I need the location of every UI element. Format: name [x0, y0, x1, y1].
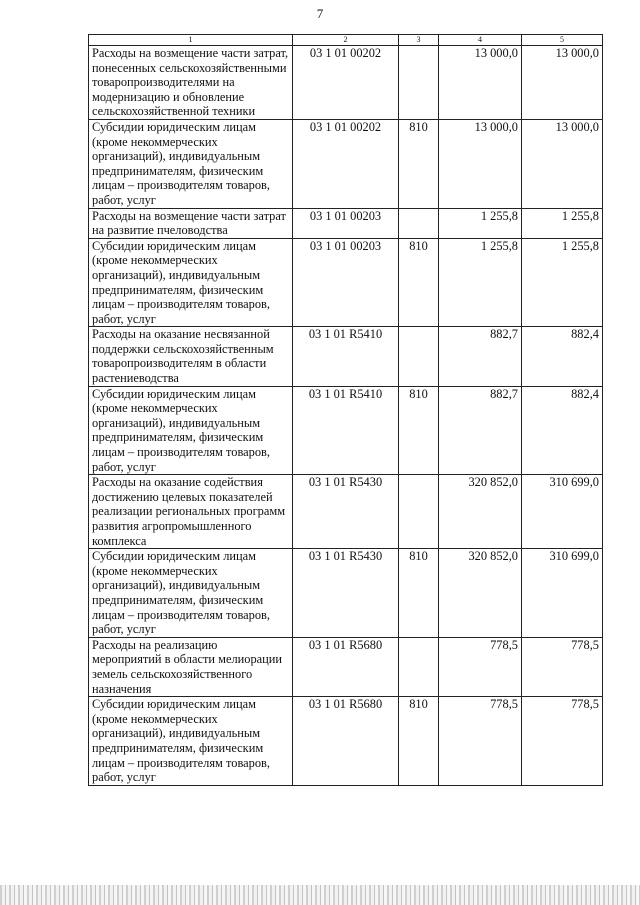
row-amount-2: 882,4 — [522, 327, 603, 386]
row-amount-2: 310 699,0 — [522, 549, 603, 638]
row-name: Субсидии юридическим лицам (кроме некоммерческих организаций), индивидуальным предпринимателям, физическим лицам – производителям товаров, работ, услуг — [89, 697, 293, 786]
table-row — [89, 697, 603, 786]
table-row — [89, 386, 603, 475]
row-name: Расходы на оказание содействия достижению целевых показателей реализации региональных программ развития агропромышленного комплекса — [89, 475, 293, 549]
row-amount-1: 1 255,8 — [439, 238, 522, 327]
header-col-1: 1 — [89, 35, 293, 46]
table-row — [89, 208, 603, 238]
row-code: 03 1 01 R5410 — [293, 386, 399, 475]
row-code: 03 1 01 00203 — [293, 208, 399, 238]
row-name: Субсидии юридическим лицам (кроме некоммерческих организаций), индивидуальным предпринимателям, физическим лицам – производителям товаров, работ, услуг — [89, 119, 293, 208]
row-amount-2: 13 000,0 — [522, 46, 603, 120]
row-amount-1: 13 000,0 — [439, 46, 522, 120]
table-row — [89, 119, 603, 208]
row-code: 03 1 01 R5430 — [293, 475, 399, 549]
table-row — [89, 238, 603, 327]
row-type — [399, 46, 439, 120]
table-row — [89, 46, 603, 120]
table-header-row — [89, 35, 603, 46]
row-code: 03 1 01 00202 — [293, 119, 399, 208]
row-type — [399, 637, 439, 696]
header-col-4: 4 — [439, 35, 522, 46]
row-amount-1: 13 000,0 — [439, 119, 522, 208]
row-amount-2: 1 255,8 — [522, 208, 603, 238]
header-col-5: 5 — [522, 35, 603, 46]
row-type — [399, 475, 439, 549]
page-number: 7 — [316, 6, 324, 21]
row-name: Субсидии юридическим лицам (кроме некоммерческих организаций), индивидуальным предпринимателям, физическим лицам – производителям товаров, работ, услуг — [89, 549, 293, 638]
row-name: Расходы на возмещение части затрат, понесенных сельскохозяйственными товаропроизводителями на модернизацию и обновление сельскохозяйственной техники — [89, 46, 293, 120]
table-row — [89, 327, 603, 386]
row-code: 03 1 01 R5680 — [293, 697, 399, 786]
row-type: 810 — [399, 697, 439, 786]
row-amount-1: 778,5 — [439, 697, 522, 786]
table-row — [89, 637, 603, 696]
row-amount-1: 320 852,0 — [439, 549, 522, 638]
row-amount-1: 882,7 — [439, 386, 522, 475]
row-type — [399, 327, 439, 386]
row-amount-2: 778,5 — [522, 637, 603, 696]
row-amount-1: 1 255,8 — [439, 208, 522, 238]
row-amount-2: 310 699,0 — [522, 475, 603, 549]
table-row — [89, 549, 603, 638]
row-amount-2: 13 000,0 — [522, 119, 603, 208]
row-amount-2: 1 255,8 — [522, 238, 603, 327]
row-name: Расходы на реализацию мероприятий в области мелиорации земель сельскохозяйственного назначения — [89, 637, 293, 696]
row-name: Расходы на возмещение части затрат на развитие пчеловодства — [89, 208, 293, 238]
row-code: 03 1 01 00203 — [293, 238, 399, 327]
row-amount-1: 882,7 — [439, 327, 522, 386]
table-row — [89, 475, 603, 549]
row-type: 810 — [399, 386, 439, 475]
row-amount-2: 778,5 — [522, 697, 603, 786]
header-col-2: 2 — [293, 35, 399, 46]
row-name: Субсидии юридическим лицам (кроме некоммерческих организаций), индивидуальным предпринимателям, физическим лицам – производителям товаров, работ, услуг — [89, 386, 293, 475]
row-type: 810 — [399, 549, 439, 638]
row-code: 03 1 01 R5430 — [293, 549, 399, 638]
row-amount-2: 882,4 — [522, 386, 603, 475]
scan-edge-artifact — [0, 885, 640, 905]
row-code: 03 1 01 R5410 — [293, 327, 399, 386]
row-name: Субсидии юридическим лицам (кроме некоммерческих организаций), индивидуальным предпринимателям, физическим лицам – производителям товаров, работ, услуг — [89, 238, 293, 327]
budget-table — [88, 34, 603, 786]
row-type: 810 — [399, 238, 439, 327]
row-name: Расходы на оказание несвязанной поддержки сельскохозяйственным товаропроизводителям в области растениеводства — [89, 327, 293, 386]
row-code: 03 1 01 00202 — [293, 46, 399, 120]
header-col-3: 3 — [399, 35, 439, 46]
row-amount-1: 778,5 — [439, 637, 522, 696]
row-code: 03 1 01 R5680 — [293, 637, 399, 696]
row-type: 810 — [399, 119, 439, 208]
row-type — [399, 208, 439, 238]
row-amount-1: 320 852,0 — [439, 475, 522, 549]
